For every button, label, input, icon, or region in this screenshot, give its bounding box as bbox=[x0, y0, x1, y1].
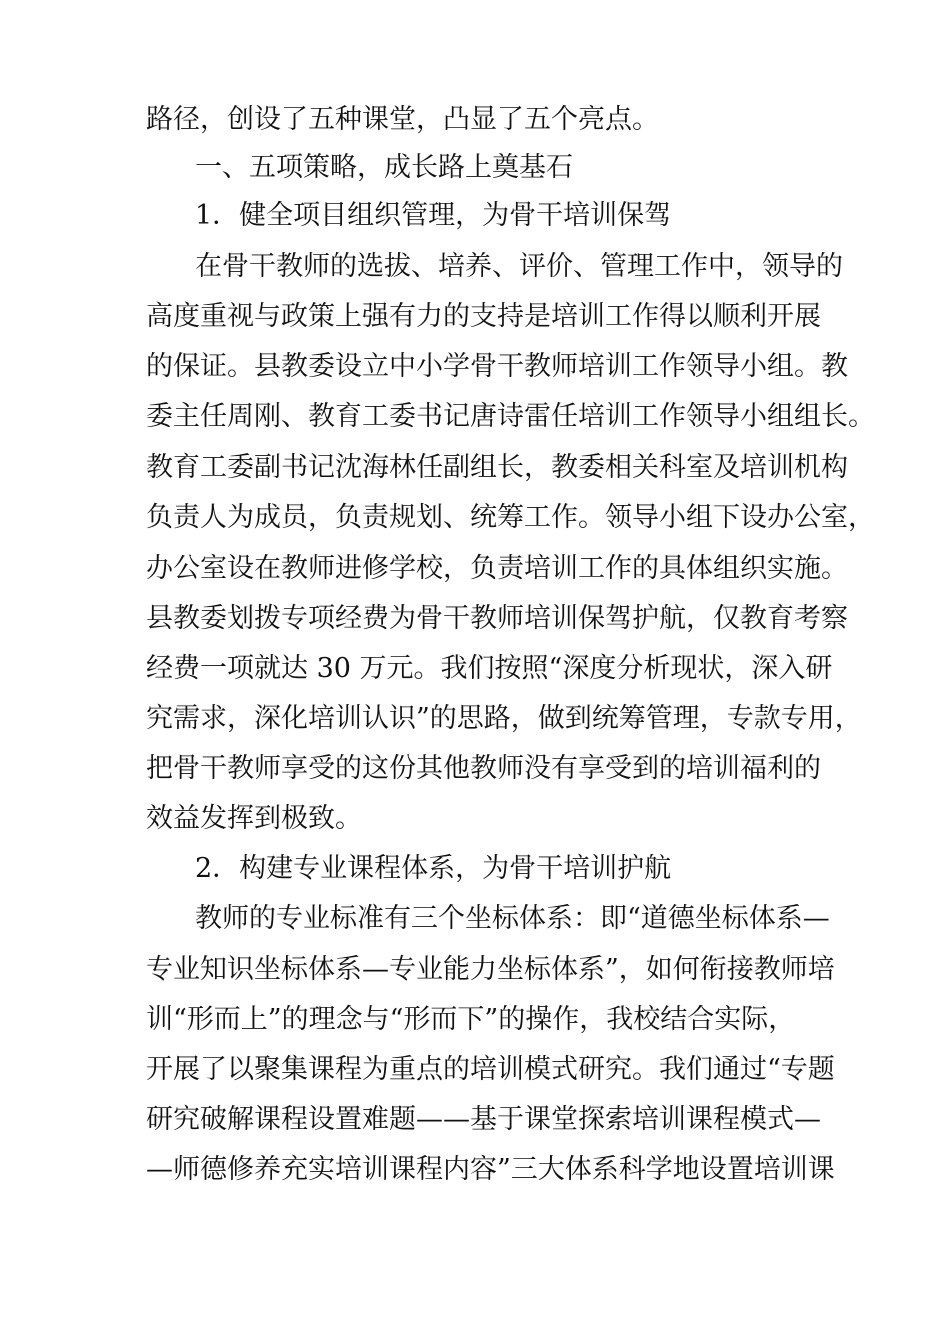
subsection-heading: 2．构建专业课程体系，为骨干培训护航 bbox=[195, 853, 672, 884]
text-line: 负责人为成员，负责规划、统筹工作。领导小组下设办公室， bbox=[146, 502, 875, 533]
text-line: 教师的专业标准有三个坐标体系：即“道德坐标体系— bbox=[195, 903, 830, 934]
subsection-heading: 1．健全项目组织管理，为骨干培训保驾 bbox=[195, 200, 672, 231]
text-line: 把骨干教师享受的这份其他教师没有享受到的培训福利的 bbox=[146, 753, 821, 784]
text-line: 办公室设在教师进修学校，负责培训工作的具体组织实施。 bbox=[146, 553, 848, 584]
text-line: 专业知识坐标体系—专业能力坐标体系”，如何衔接教师培 bbox=[146, 954, 835, 985]
text-line: 经费一项就达 30 万元。我们按照“深度分析现状，深入研 bbox=[146, 653, 833, 684]
text-line: 委主任周刚、教育工委书记唐诗雷任培训工作领导小组组长。 bbox=[146, 401, 875, 432]
section-heading: 一、五项策略，成长路上奠基石 bbox=[195, 152, 573, 183]
text-line: 的保证。县教委设立中小学骨干教师培训工作领导小组。教 bbox=[146, 351, 848, 382]
text-line: 效益发挥到极致。 bbox=[146, 803, 362, 834]
text-line: 在骨干教师的选拔、培养、评价、管理工作中，领导的 bbox=[195, 251, 843, 282]
text-line: 路径，创设了五种课堂，凸显了五个亮点。 bbox=[146, 104, 659, 135]
text-line: 究需求，深化培训认识”的思路，做到统筹管理，专款专用， bbox=[146, 703, 862, 734]
text-line: 教育工委副书记沈海林任副组长，教委相关科室及培训机构 bbox=[146, 452, 848, 483]
text-line: 高度重视与政策上强有力的支持是培训工作得以顺利开展 bbox=[146, 301, 821, 332]
text-line: 研究破解课程设置难题——基于课堂探索培训课程模式— bbox=[146, 1104, 821, 1135]
text-line: 县教委划拨专项经费为骨干教师培训保驾护航，仅教育考察 bbox=[146, 603, 848, 634]
text-line: —师德修养充实培训课程内容”三大体系科学地设置培训课 bbox=[146, 1154, 835, 1185]
text-line: 开展了以聚集课程为重点的培训模式研究。我们通过“专题 bbox=[146, 1054, 835, 1085]
text-line: 训“形而上”的理念与“形而下”的操作，我校结合实际， bbox=[146, 1004, 796, 1035]
